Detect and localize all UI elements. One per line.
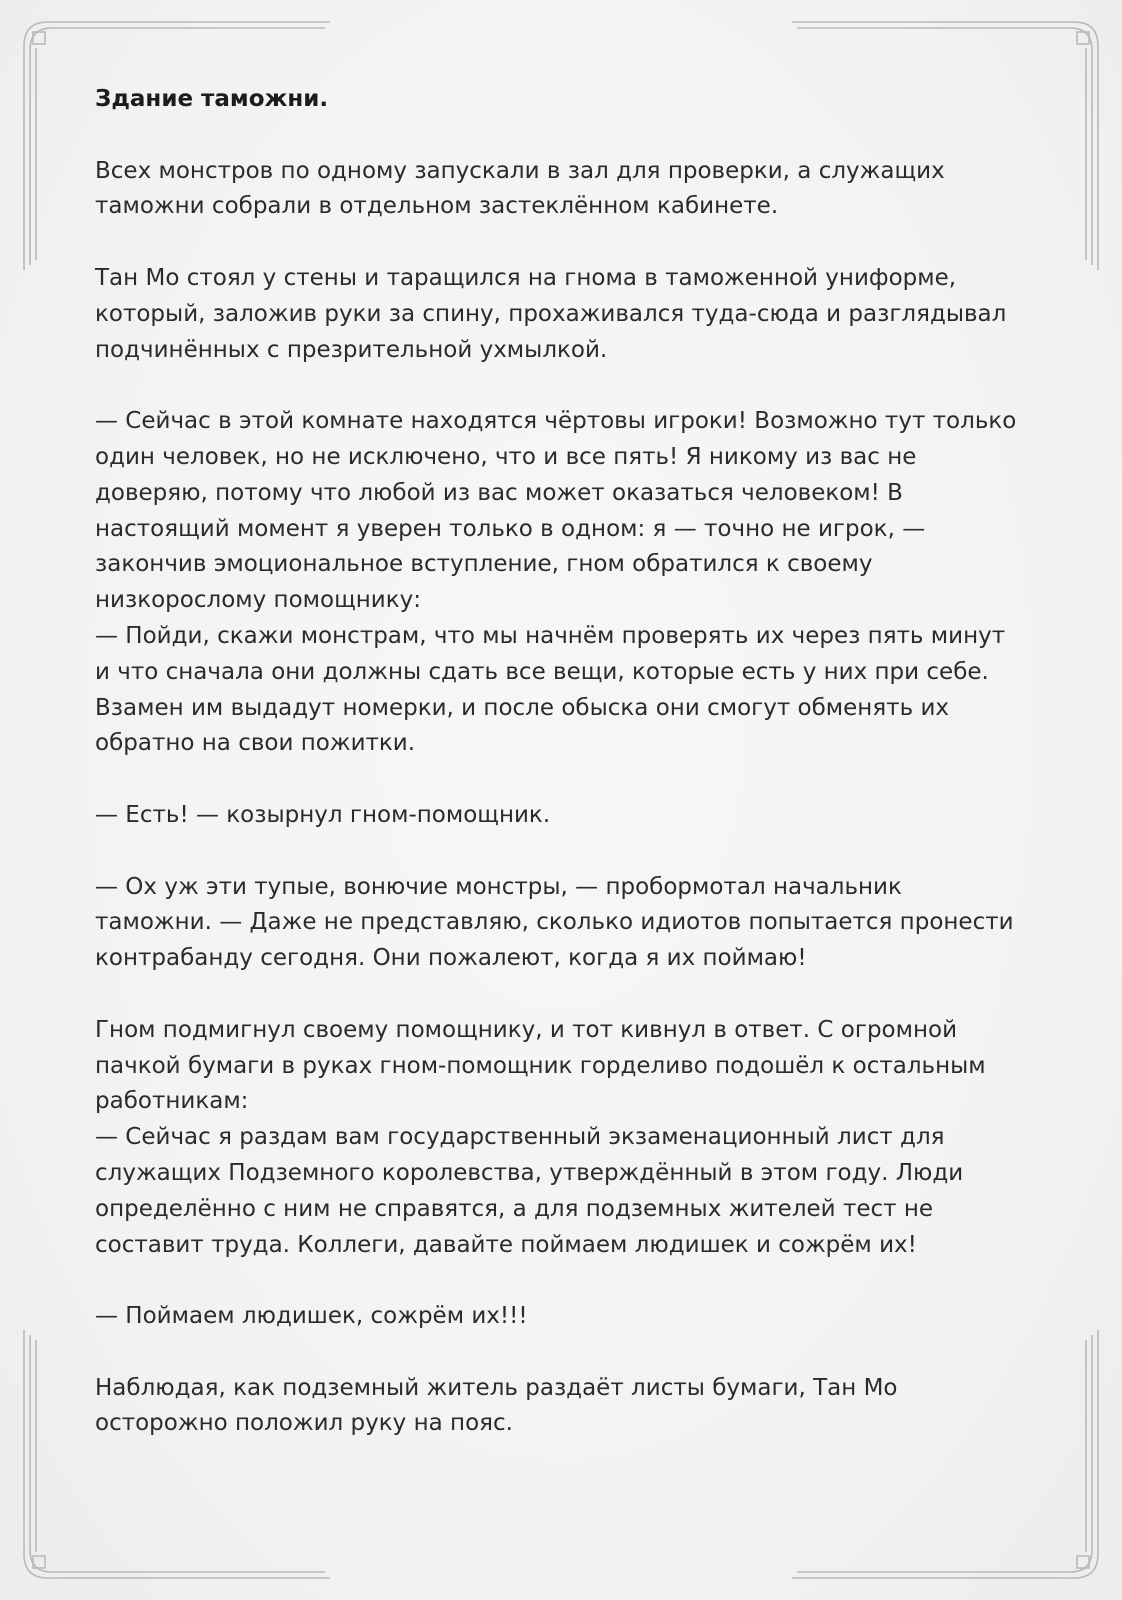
paragraph: — Есть! — козырнул гном-помощник. — [95, 801, 551, 828]
document-body — [95, 82, 1025, 1478]
paragraph: — Поймаем людишек, сожрём их!!! — [95, 1303, 528, 1330]
paragraph: — Сейчас я раздам вам государственный экзаменационный лист для служащих Подземного королевства, утверждённый в этом году. Люди определённо с ним не справятся, а для подземных жителей тест не составит труда. Коллеги, давайте поймаем людишек и сожрём их! — [95, 1124, 964, 1258]
paragraph: Тан Мо стоял у стены и таращился на гнома в таможенной униформе, который, заложив руки за спину, прохаживался туда-сюда и разглядывал подчинённых с презрительной ухмылкой. — [95, 264, 1007, 363]
paragraph: Гном подмигнул своему помощнику, и тот кивнул в ответ. С огромной пачкой бумаги в руках гном-помощник горделиво подошёл к остальным работникам: — [95, 1016, 986, 1115]
section-heading: Здание таможни. — [95, 86, 329, 112]
paragraph: Всех монстров по одному запускали в зал для проверки, а служащих таможни собрали в отдельном застеклённом кабинете. — [95, 157, 945, 220]
paragraph: — Ох уж эти тупые, вонючие монстры, — пробормотал начальник таможни. — Даже не представляю, сколько идиотов попытается пронести контрабанду сегодня. Они пожалеют, когда я их поймаю! — [95, 873, 1014, 972]
paragraph: — Сейчас в этой комнате находятся чёртовы игроки! Возможно тут только один человек, но не исключено, что и все пять! Я никому из вас не доверяю, потому что любой из вас может оказаться человеком! В настоящий момент я уверен только в одном: я — точно не игрок, — закончив эмоциональное вступление, гном обратился к своему низкорослому помощнику: — [95, 408, 1017, 614]
paragraph: — Пойди, скажи монстрам, что мы начнём проверять их через пять минут и что сначала они должны сдать все вещи, которые есть у них при себе. Взамен им выдадут номерки, и после обыска они смогут обменять их обратно на свои пожитки. — [95, 622, 1006, 757]
paragraph: Наблюдая, как подземный житель раздаёт листы бумаги, Тан Мо осторожно положил руку на пояс. — [95, 1374, 898, 1437]
